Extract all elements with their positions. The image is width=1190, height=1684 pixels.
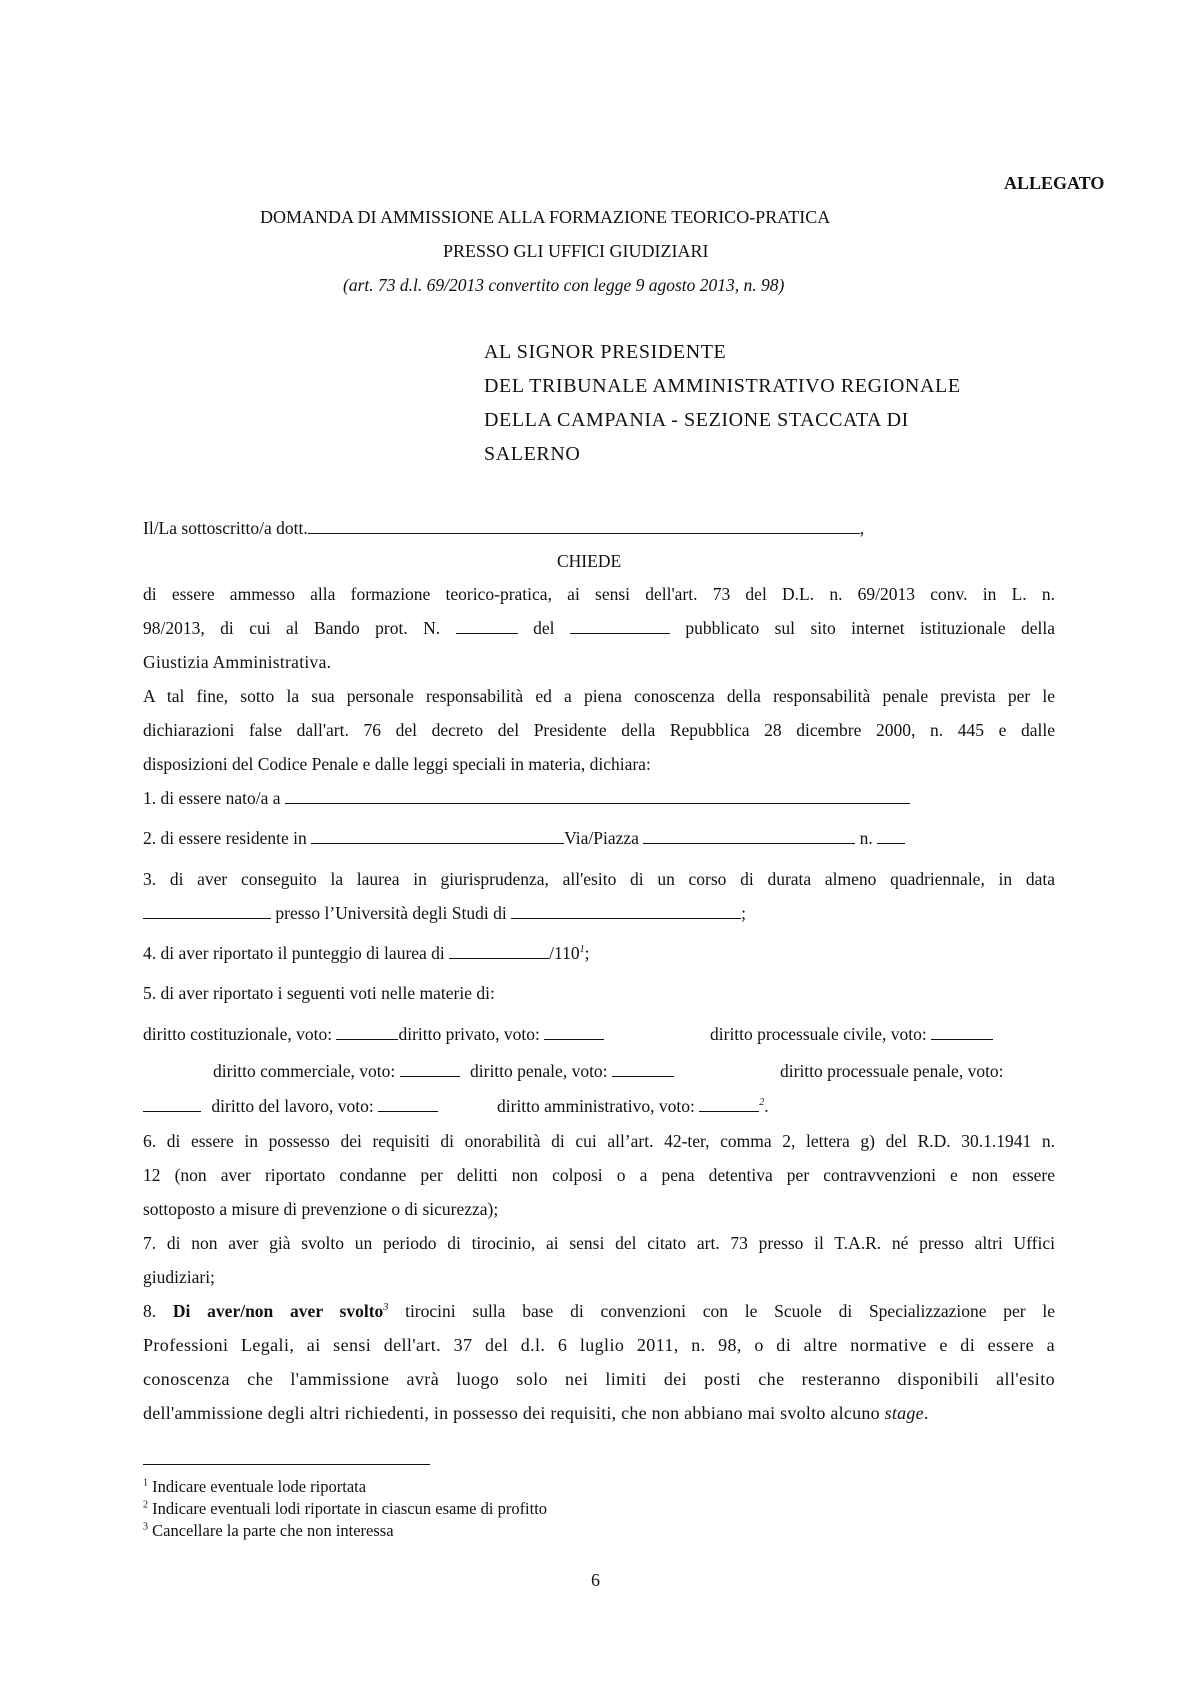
document-subtitle: (art. 73 d.l. 69/2013 convertito con legge 9 agosto 2013, n. 98) — [343, 275, 785, 295]
declaration-line1: A tal fine, sotto la sua personale responsabilità ed a piena conoscenza della responsabilità penale prevista per le — [143, 686, 1055, 706]
request-line2 — [143, 618, 1055, 639]
bando-protocol-field[interactable] — [456, 619, 518, 634]
item-6-line3: sottoposto a misure di prevenzione o di sicurezza); — [143, 1199, 499, 1219]
request-line1: di essere ammesso alla formazione teorico-pratica, ai sensi dell'art. 73 del D.L. n. 69/2013 conv. in L. n. — [143, 584, 1055, 604]
item-2 — [143, 828, 905, 849]
vote-penale-label: diritto penale, voto: — [470, 1061, 608, 1081]
request-del-label: del — [533, 618, 555, 638]
item-8-line4-text: dell'ammissione degli altri richiedenti, in possesso dei requisiti, che non abbiano mai svolto alcuno — [143, 1403, 880, 1423]
bando-date-field[interactable] — [570, 619, 670, 634]
vote-privato-label: diritto privato, voto: — [398, 1024, 540, 1044]
request-line3: Giustizia Amministrativa. — [143, 652, 332, 672]
addressee-line4: SALERNO — [484, 443, 581, 465]
footnote-2-number: 2 — [143, 1499, 148, 1511]
declaration-line2: dichiarazioni false dall'art. 76 del decreto del Presidente della Repubblica 28 dicembre 2000, n. 445 e dalle — [143, 720, 1055, 740]
footnote-ref-1: 1 — [579, 944, 585, 956]
vote-proc-civile-label: diritto processuale civile, voto: — [710, 1024, 927, 1044]
degree-score-field[interactable] — [449, 944, 549, 959]
item-7-line1: 7. di non aver già svolto un periodo di tirocinio, ai sensi del citato art. 73 presso il T.A.R. né presso altri Uffici — [143, 1233, 1055, 1253]
footnote-3-text: Cancellare la parte che non interessa — [152, 1521, 394, 1540]
item-8-number: 8. — [143, 1301, 157, 1321]
birthplace-field[interactable] — [285, 789, 910, 804]
street-field[interactable] — [643, 829, 855, 844]
item-2-number-label: n. — [859, 828, 873, 848]
sottoscritto-comma: , — [859, 518, 865, 538]
document-title-line1: DOMANDA DI AMMISSIONE ALLA FORMAZIONE TEORICO-PRATICA — [260, 207, 831, 227]
item-2-street-label: Via/Piazza — [564, 828, 639, 848]
house-number-field[interactable] — [877, 829, 905, 844]
footnote-3-number: 3 — [143, 1521, 148, 1533]
request-bando-label: 98/2013, di cui al Bando prot. N. — [143, 618, 441, 638]
footnote-ref-3: 3 — [383, 1302, 389, 1314]
item-2-label: 2. di essere residente in — [143, 828, 307, 848]
name-field[interactable] — [308, 519, 860, 534]
vote-privato-field[interactable] — [544, 1025, 604, 1040]
item-8-line2: Professioni Legali, ai sensi dell'art. 37 del d.l. 6 luglio 2011, n. 98, o di altre normative e di essere a — [143, 1335, 1055, 1355]
vote-end-period: . — [764, 1096, 769, 1116]
vote-proc-civile — [710, 1024, 993, 1045]
item-8-line1-rest: tirocini sulla base di convenzioni con le Scuole di Specializzazione per le — [405, 1301, 1056, 1321]
item-8-line3: conoscenza che l'ammissione avrà luogo solo nei limiti dei posti che resteranno disponibili all'esito — [143, 1369, 1055, 1389]
item-4-scale: /110 — [549, 943, 580, 963]
university-field[interactable] — [511, 904, 741, 919]
degree-date-field[interactable] — [143, 904, 271, 919]
page-number: 6 — [591, 1570, 600, 1590]
item-1-label: 1. di essere nato/a a — [143, 788, 281, 808]
item-6-line2: 12 (non aver riportato condanne per delitti non colposi o a pena detentiva per contravvenzioni e non essere — [143, 1165, 1055, 1185]
vote-costituzionale-field[interactable] — [336, 1025, 398, 1040]
item-3-line2 — [143, 903, 746, 924]
vote-proc-penale: diritto processuale penale, voto: — [780, 1061, 1004, 1081]
request-pubblicato-label: pubblicato sul sito internet istituzionale della — [685, 618, 1056, 638]
item-8-end: . — [923, 1403, 929, 1423]
footnote-ref-2: 2 — [759, 1097, 765, 1109]
item-5: 5. di aver riportato i seguenti voti nelle materie di: — [143, 983, 495, 1003]
item-8-line4 — [143, 1403, 929, 1424]
item-6-line1: 6. di essere in possesso dei requisiti di onorabilità di cui all’art. 42-ter, comma 2, lettera g) del R.D. 30.1.1941 n. — [143, 1131, 1055, 1151]
vote-penale-field[interactable] — [612, 1062, 674, 1077]
footnote-2-text: Indicare eventuali lodi riportate in ciascun esame di profitto — [152, 1499, 548, 1518]
item-4 — [143, 943, 590, 964]
footnote-2 — [143, 1499, 547, 1519]
item-4-semicolon: ; — [584, 943, 590, 963]
vote-lavoro-field[interactable] — [378, 1097, 438, 1112]
item-4-label: 4. di aver riportato il punteggio di laurea di — [143, 943, 445, 963]
document-title-line2: PRESSO GLI UFFICI GIUDIZIARI — [443, 241, 709, 261]
sottoscritto-line — [143, 518, 864, 539]
vote-amministrativo-field[interactable] — [699, 1097, 759, 1112]
item-8-bold: Di aver/non aver svolto — [172, 1301, 384, 1321]
vote-commerciale-label: diritto commerciale, voto: — [213, 1061, 396, 1081]
vote-costituzionale-label: diritto costituzionale, voto: — [143, 1024, 333, 1044]
vote-commerciale-field[interactable] — [400, 1062, 460, 1077]
item-3-semicolon: ; — [741, 903, 746, 923]
chiede-heading: CHIEDE — [557, 551, 622, 571]
vote-amministrativo-label: diritto amministrativo, voto: — [497, 1096, 695, 1116]
residence-field[interactable] — [311, 829, 564, 844]
addressee-line3: DELLA CAMPANIA - SEZIONE STACCATA DI — [484, 409, 909, 431]
item-3-line1: 3. di aver conseguito la laurea in giurisprudenza, all'esito di un corso di durata almeno quadriennale, in data — [143, 869, 1055, 889]
addressee-line1: AL SIGNOR PRESIDENTE — [484, 341, 727, 363]
sottoscritto-label: Il/La sottoscritto/a dott. — [143, 518, 308, 538]
vote-commerciale — [213, 1061, 674, 1082]
item-3-university-label: presso l’Università degli Studi di — [275, 903, 507, 923]
footnote-1 — [143, 1477, 366, 1497]
footnote-separator — [143, 1464, 430, 1465]
declaration-line3: disposizioni del Codice Penale e dalle leggi speciali in materia, dichiara: — [143, 754, 651, 774]
vote-proc-penale-field[interactable] — [143, 1097, 201, 1112]
item-1 — [143, 788, 910, 809]
addressee-line2: DEL TRIBUNALE AMMINISTRATIVO REGIONALE — [484, 375, 961, 397]
item-8-stage: stage — [884, 1403, 924, 1423]
vote-proc-civile-field[interactable] — [931, 1025, 993, 1040]
item-7-line2: giudiziari; — [143, 1267, 215, 1287]
allegato-label: ALLEGATO — [1004, 173, 1105, 193]
footnote-1-number: 1 — [143, 1477, 148, 1489]
item-8-line1 — [143, 1301, 1055, 1322]
vote-lavoro-label: diritto del lavoro, voto: — [211, 1096, 374, 1116]
footnote-3 — [143, 1521, 394, 1541]
vote-row-3 — [143, 1096, 438, 1117]
footnote-1-text: Indicare eventuale lode riportata — [152, 1477, 367, 1496]
vote-amministrativo — [497, 1096, 769, 1117]
vote-costituzionale — [143, 1024, 604, 1045]
